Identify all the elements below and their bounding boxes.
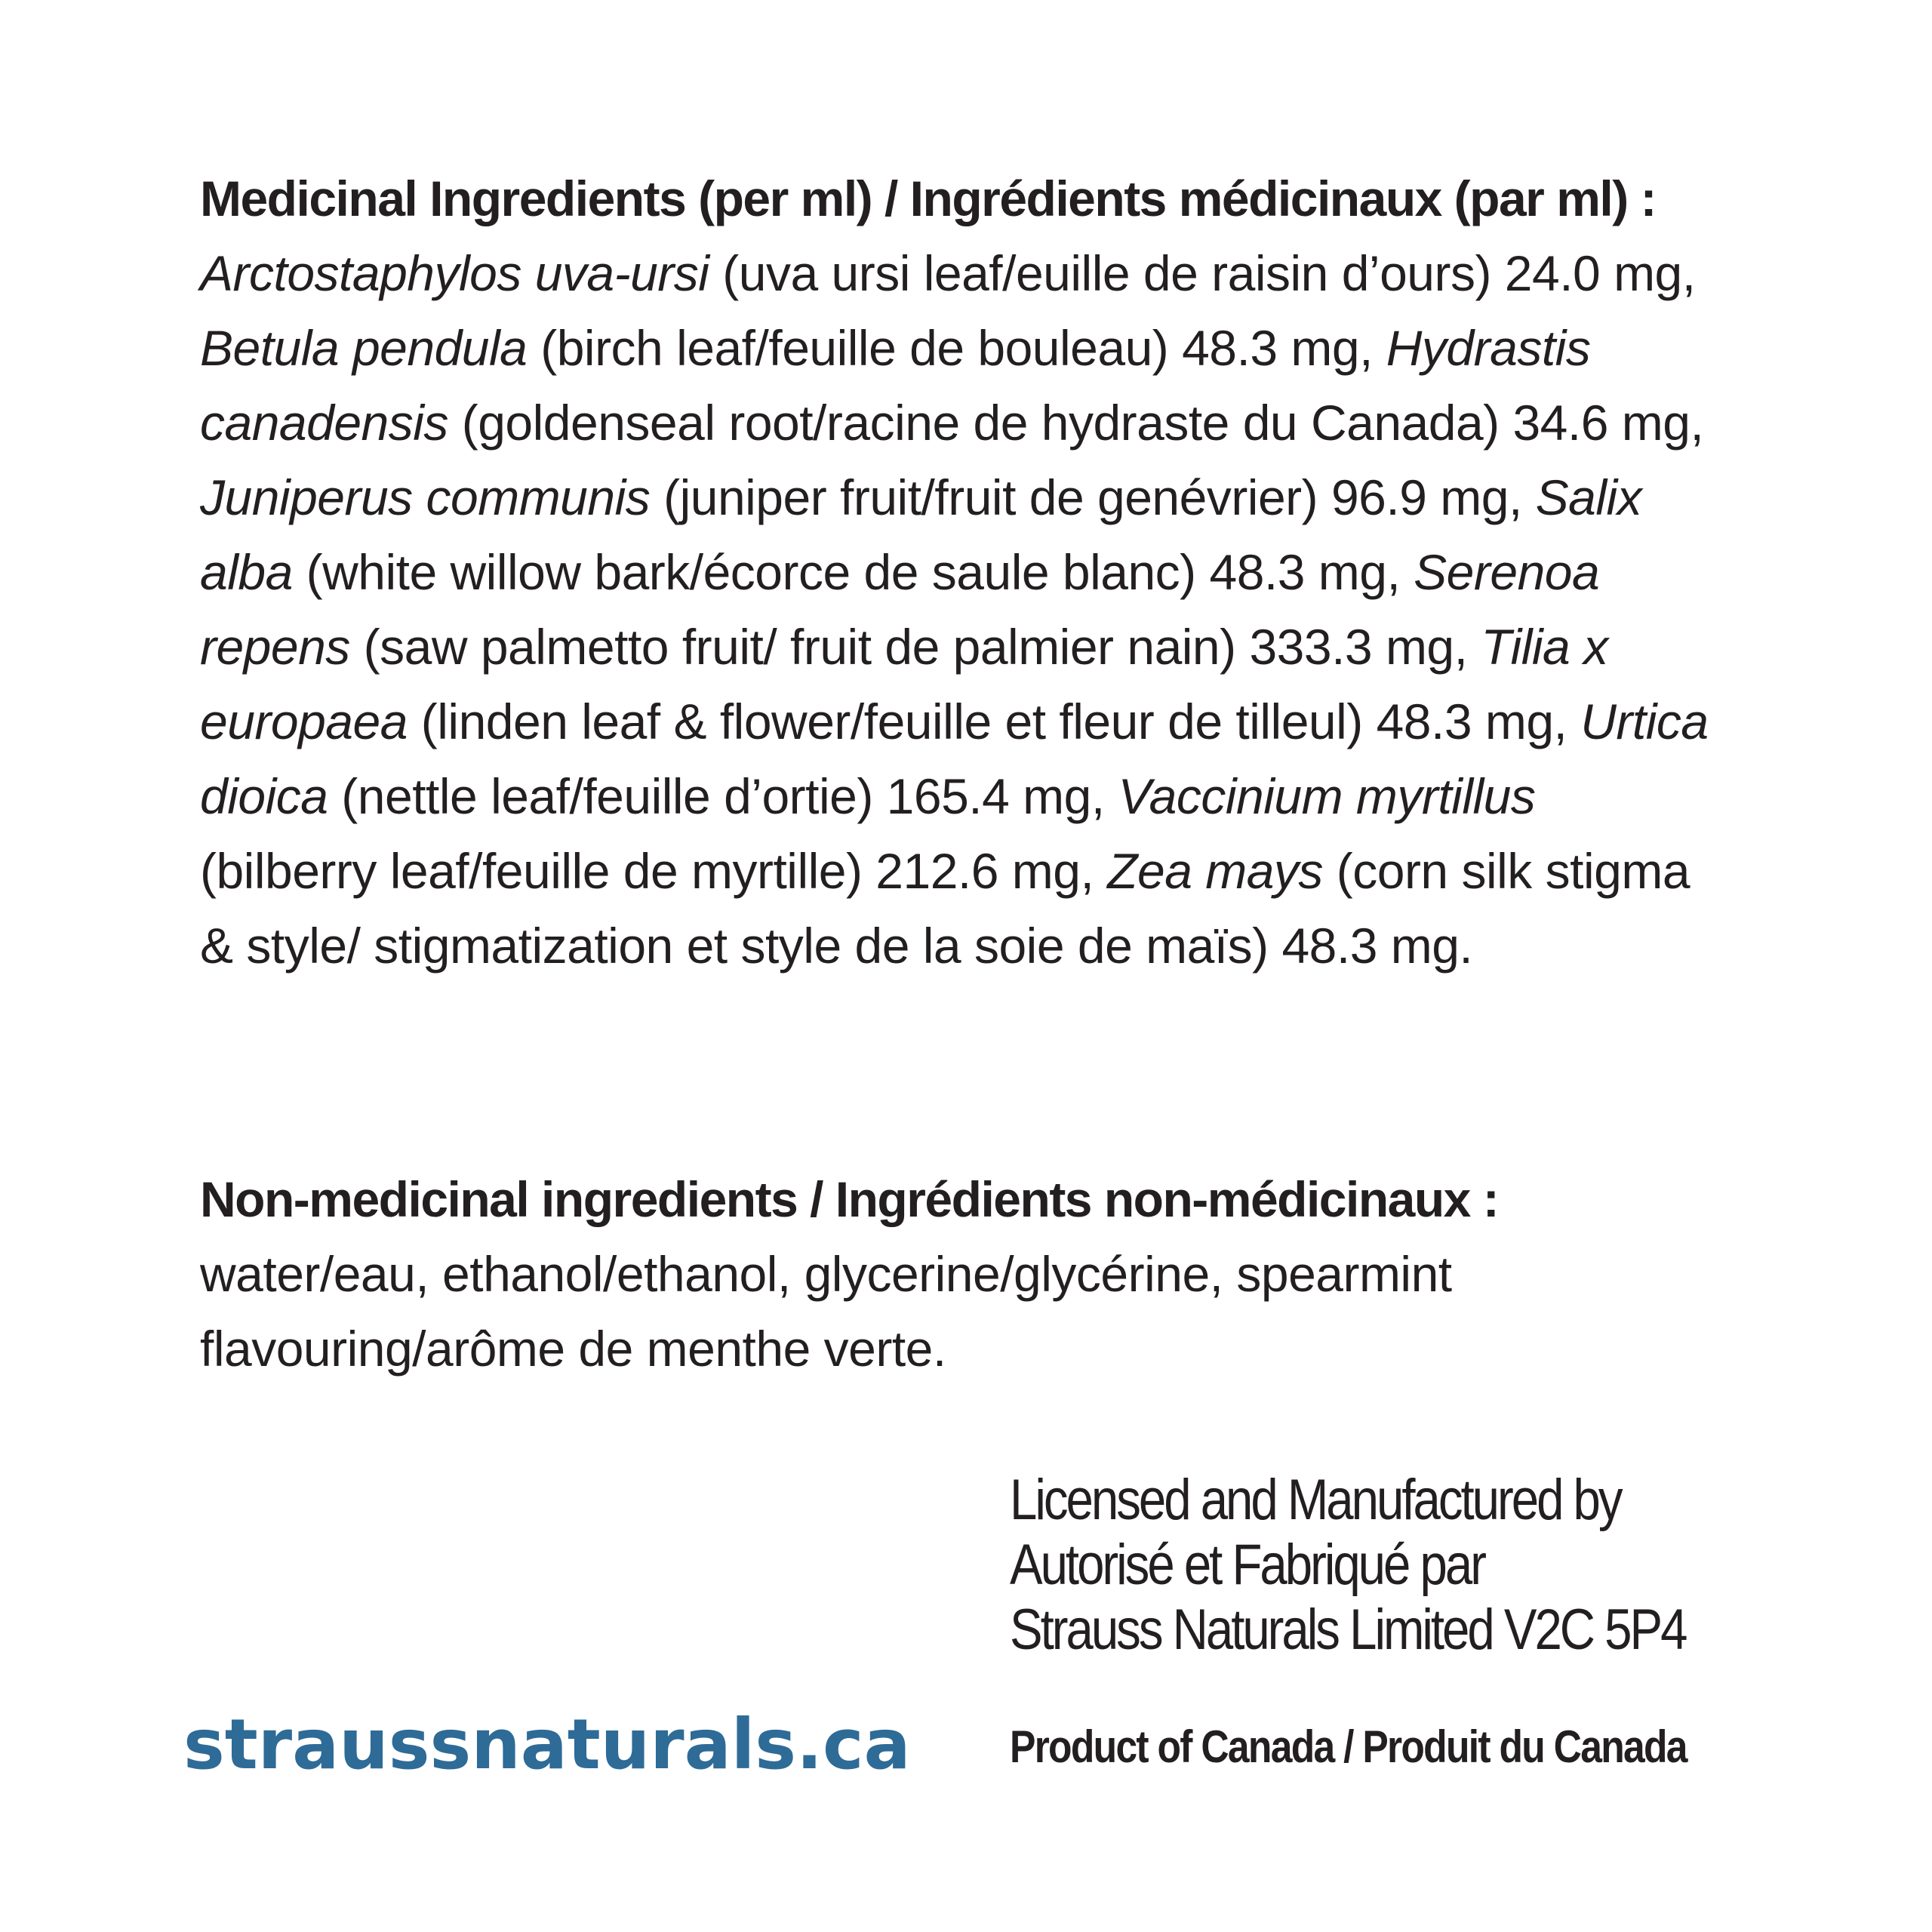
ingredient-detail: (saw palmetto fruit/ fruit de palmier nain) 333.3 mg, [363,619,1468,675]
medicinal-heading: Medicinal Ingredients (per ml) / Ingrédients médicinaux (par ml) : [200,171,1657,226]
product-origin: Product of Canada / Produit du Canada [1010,1721,1687,1772]
medicinal-ingredients-block [200,162,1709,983]
non-medicinal-text: water/eau, ethanol/ethanol, glycerine/glycérine, spearmint flavouring/arôme de menthe verte. [200,1246,1452,1377]
ingredient-detail: (juniper fruit/fruit de genévrier) 96.9 mg, [663,469,1522,525]
ingredient-latin-name: Vaccinium myrtillus [1118,768,1536,824]
non-medicinal-ingredients-block [200,1162,1709,1386]
ingredient-latin-name: Urtica dioica [200,694,1709,824]
manufacturer-block [1010,1468,1756,1663]
ingredient-latin-name: Zea mays [1107,843,1323,899]
ingredient-latin-name: Tilia x europaea [200,619,1608,749]
ingredient-latin-name: Juniperus communis [200,469,651,525]
ingredient-detail: (nettle leaf/feuille d’ortie) 165.4 mg, [341,768,1105,824]
manufacturer-line: Autorisé et Fabriqué par [1010,1533,1484,1597]
ingredient-latin-name: Hydrastis canadensis [200,320,1591,451]
ingredient-latin-name: Serenoa repens [200,544,1600,675]
manufacturer-line: Strauss Naturals Limited V2C 5P4 [1010,1598,1686,1662]
ingredient-detail: (linden leaf & flower/feuille et fleur de tilleul) 48.3 mg, [420,694,1567,749]
ingredient-detail: (corn silk stigma & style/ stigmatization et style de la soie de maïs) 48.3 mg. [200,843,1690,974]
ingredient-detail: (white willow bark/écorce de saule blanc) 48.3 mg, [306,544,1401,600]
ingredient-latin-name: Betula pendula [200,320,528,376]
ingredient-latin-name: Arctostaphylos uva-ursi [200,245,709,301]
ingredient-latin-name: Salix alba [200,469,1642,600]
ingredient-detail: (uva ursi leaf/euille de raisin d’ours) 24.0 mg, [722,245,1696,301]
ingredient-detail: (goldenseal root/racine de hydraste du Canada) 34.6 mg, [461,395,1704,451]
ingredient-detail: (bilberry leaf/feuille de myrtille) 212.6 mg, [200,843,1094,899]
manufacturer-line: Licensed and Manufactured by [1010,1468,1621,1532]
website-url: straussnaturals.ca [183,1704,911,1785]
non-medicinal-heading: Non-medicinal ingredients / Ingrédients non-médicinaux : [200,1171,1499,1227]
ingredient-detail: (birch leaf/feuille de bouleau) 48.3 mg, [540,320,1373,376]
